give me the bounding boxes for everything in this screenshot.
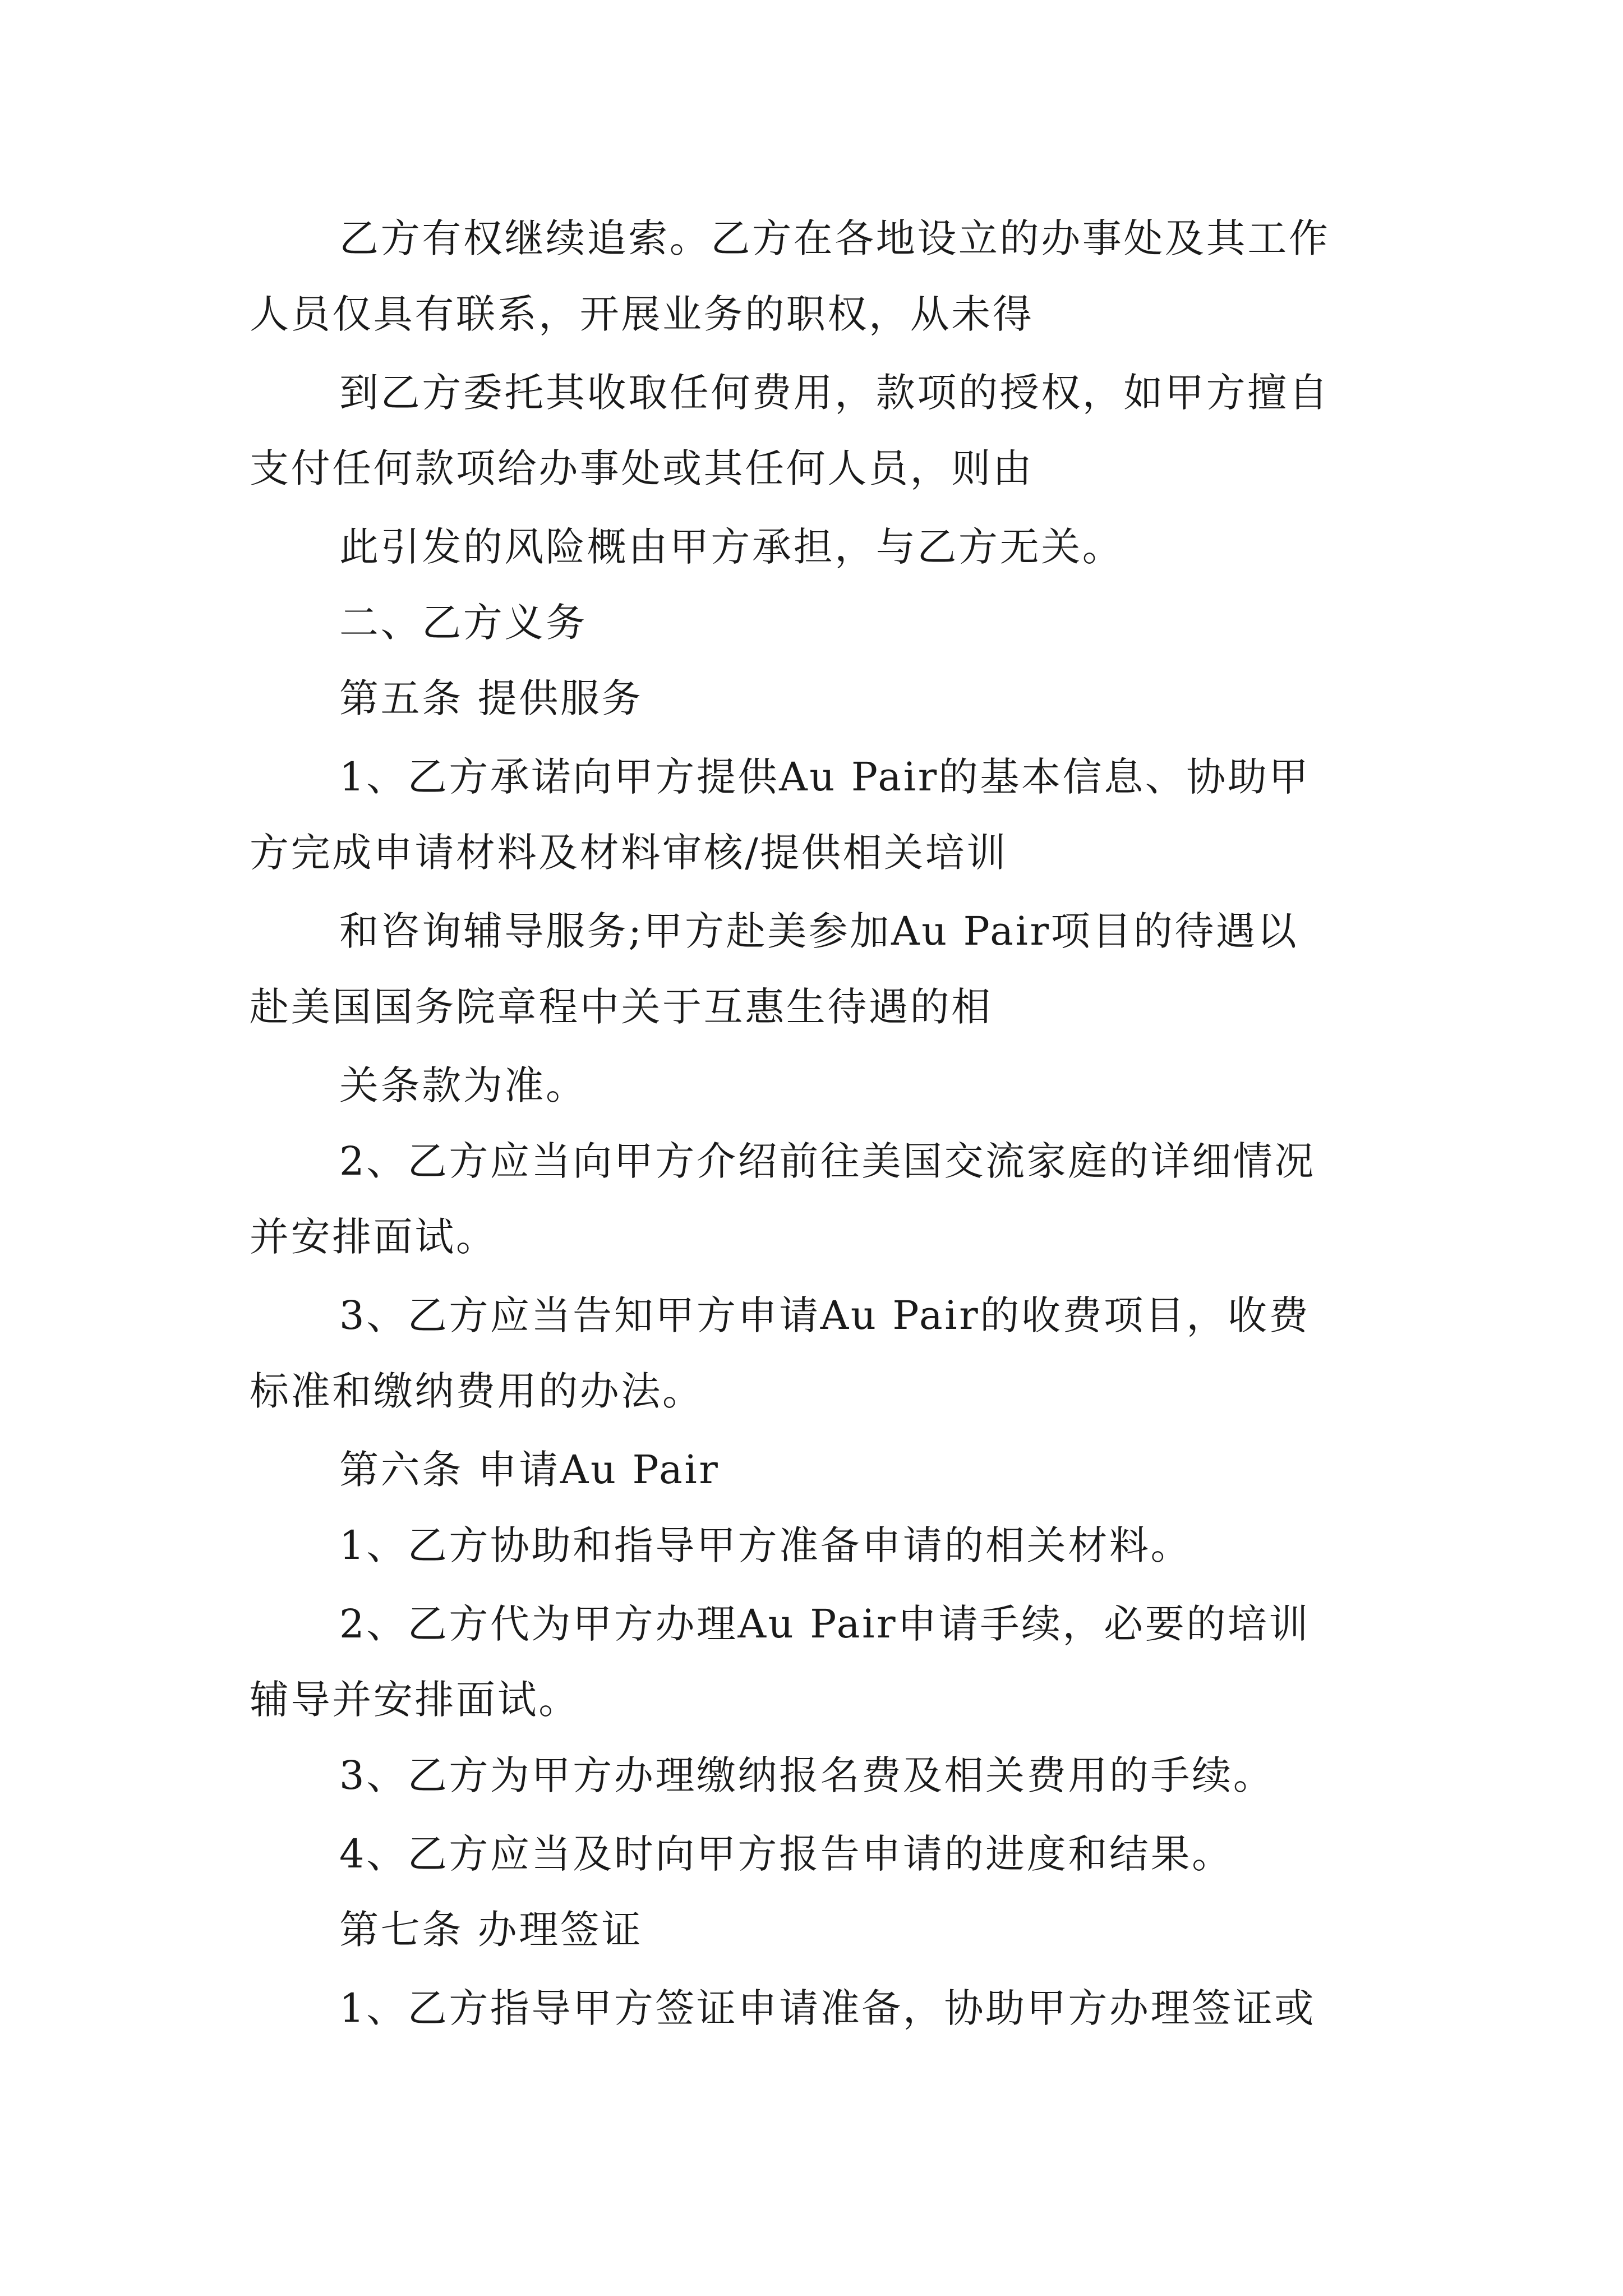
section-heading-obligations: 二、乙方义务 (339, 600, 587, 646)
text-line-1: 乙方有权继续追索。乙方在各地设立的办事处及其工作 (339, 215, 1330, 261)
text-line-11: 赴美国国务院章程中关于互惠生待遇的相 (250, 984, 993, 1030)
text-line-3: 到乙方委托其收取任何费用，款项的授权，如甲方擅自 (339, 370, 1330, 416)
text-line-5: 此引发的风险概由甲方承担，与乙方无关。 (339, 524, 1124, 570)
text-line-18: 1、乙方协助和指导甲方准备申请的相关材料。 (339, 1522, 1192, 1568)
text-line-2: 人员仅具有联系，开展业务的职权，从未得 (250, 291, 1034, 337)
text-line-9: 方完成申请材料及材料审核/提供相关培训 (250, 830, 1008, 876)
text-line-19: 2、乙方代为甲方办理Au Pair申请手续，必要的培训 (339, 1601, 1311, 1647)
text-line-8: 1、乙方承诺向甲方提供Au Pair的基本信息、协助甲 (339, 754, 1311, 800)
text-line-16: 标准和缴纳费用的办法。 (250, 1368, 704, 1414)
text-line-24: 1、乙方指导甲方签证申请准备，协助甲方办理签证或 (339, 1985, 1316, 2031)
text-line-12: 关条款为准。 (339, 1062, 587, 1108)
text-line-22: 4、乙方应当及时向甲方报告申请的进度和结果。 (339, 1831, 1233, 1877)
text-line-15: 3、乙方应当告知甲方申请Au Pair的收费项目，收费 (339, 1292, 1311, 1338)
text-line-13: 2、乙方应当向甲方介绍前往美国交流家庭的详细情况 (339, 1138, 1316, 1184)
text-line-20: 辅导并安排面试。 (250, 1677, 580, 1723)
text-line-10: 和咨询辅导服务;甲方赴美参加Au Pair项目的待遇以 (339, 908, 1299, 954)
text-line-14: 并安排面试。 (250, 1214, 497, 1260)
article-heading-6: 第六条 申请Au Pair (339, 1447, 720, 1493)
text-line-21: 3、乙方为甲方办理缴纳报名费及相关费用的手续。 (339, 1752, 1275, 1798)
article-heading-7: 第七条 办理签证 (339, 1907, 643, 1953)
text-line-4: 支付任何款项给办事处或其任何人员，则由 (250, 445, 1034, 491)
article-heading-5: 第五条 提供服务 (339, 675, 643, 721)
